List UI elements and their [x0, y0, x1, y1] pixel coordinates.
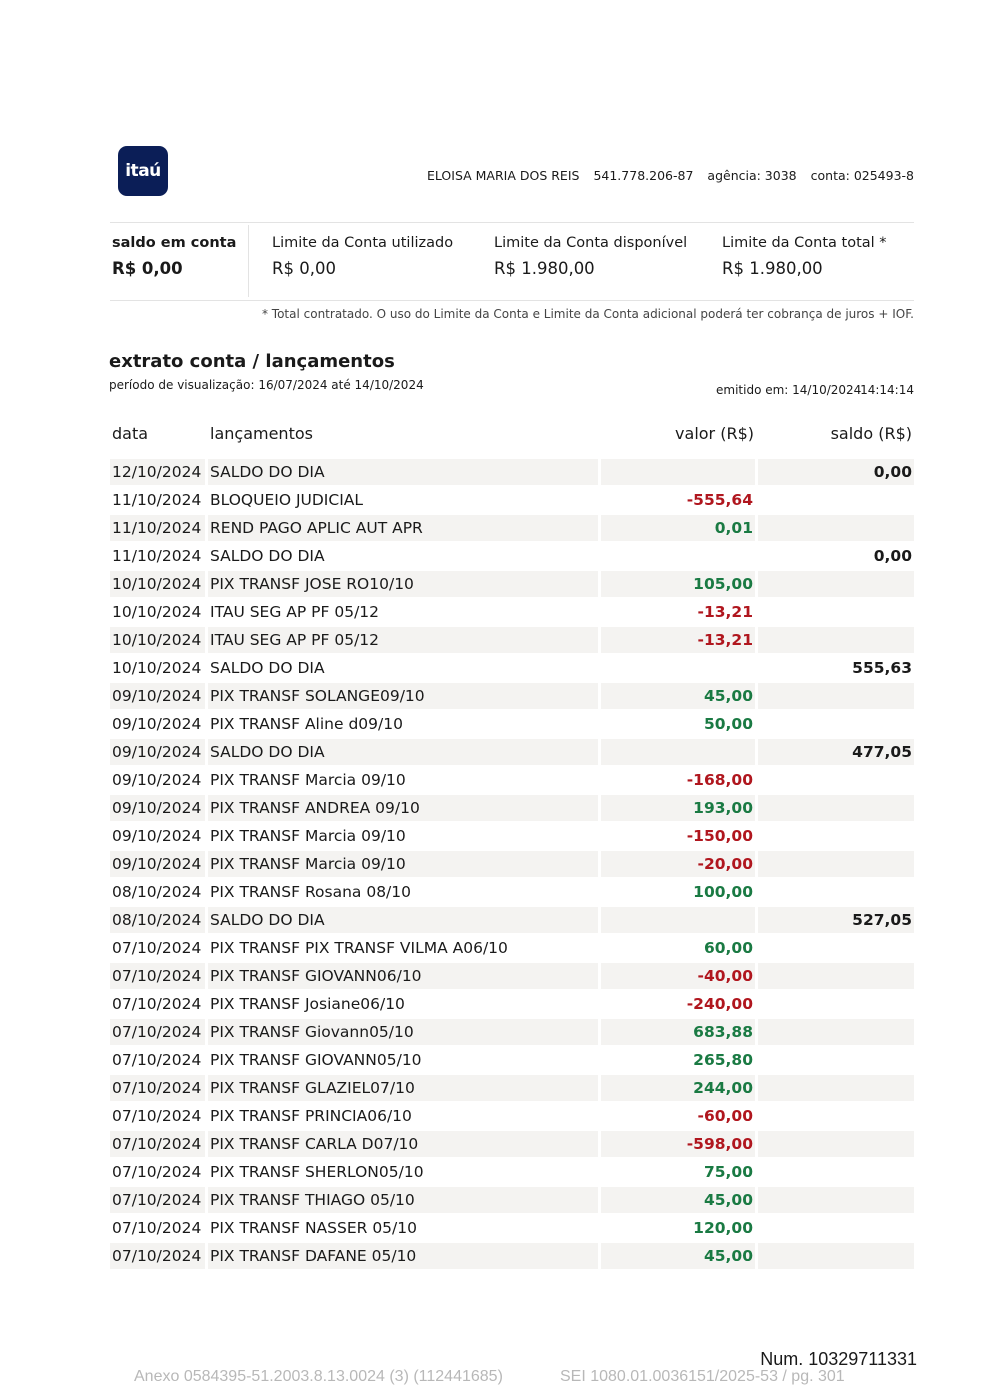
row-description: SALDO DO DIA	[210, 659, 325, 677]
row-description: PIX TRANSF CARLA D07/10	[208, 1131, 598, 1157]
limite-total-block	[722, 235, 887, 278]
row-value	[601, 907, 755, 933]
row-balance: 0,00	[873, 547, 912, 565]
row-value: 683,88	[601, 1019, 755, 1045]
row-balance	[758, 1103, 914, 1129]
header-lancamentos: lançamentos	[210, 424, 313, 443]
row-description: PIX TRANSF Josiane06/10	[210, 995, 405, 1013]
row-balance	[758, 599, 914, 625]
row-date: 07/10/2024	[112, 1107, 202, 1125]
row-description: PIX TRANSF GLAZIEL07/10	[208, 1075, 598, 1101]
row-date: 07/10/2024	[112, 939, 202, 957]
table-row	[110, 683, 914, 711]
table-row	[110, 487, 914, 515]
row-description: PIX TRANSF SOLANGE09/10	[208, 683, 598, 709]
table-row	[110, 1243, 914, 1271]
table-row	[110, 1047, 914, 1075]
row-description: PIX TRANSF Aline d09/10	[210, 715, 403, 733]
row-value: -168,00	[686, 771, 753, 789]
itau-logo: itaú	[118, 146, 168, 196]
table-row	[110, 1215, 914, 1243]
account-cpf: 541.778.206-87	[593, 168, 694, 183]
row-value: 75,00	[703, 1163, 753, 1181]
row-value: 193,00	[601, 795, 755, 821]
row-balance	[758, 1215, 914, 1241]
row-value: -598,00	[601, 1131, 755, 1157]
row-balance	[758, 683, 914, 709]
row-description: PIX TRANSF Rosana 08/10	[210, 883, 412, 901]
row-balance	[758, 1047, 914, 1073]
row-date: 09/10/2024	[112, 827, 202, 845]
table-row	[110, 599, 914, 627]
row-date: 07/10/2024	[112, 1163, 202, 1181]
document-number: Num. 10329711331	[760, 1349, 917, 1369]
row-date: 09/10/2024	[112, 715, 202, 733]
row-balance	[758, 767, 914, 793]
row-description: PIX TRANSF ANDREA 09/10	[208, 795, 598, 821]
transactions-table	[110, 459, 914, 1271]
row-value: -13,21	[601, 627, 755, 653]
row-value: -240,00	[686, 995, 753, 1013]
row-balance	[758, 1243, 914, 1269]
row-date: 08/10/2024	[110, 907, 205, 933]
table-row	[110, 739, 914, 767]
row-value: -555,64	[686, 491, 753, 509]
table-row	[110, 1159, 914, 1187]
row-balance	[758, 963, 914, 989]
limite-utilizado-block	[272, 235, 453, 278]
row-date: 07/10/2024	[110, 1019, 205, 1045]
period-text: período de visualização: 16/07/2024 até 14/10/2024	[109, 378, 424, 392]
row-description: PIX TRANSF PRINCIA06/10	[210, 1107, 412, 1125]
row-date: 10/10/2024	[110, 627, 205, 653]
row-balance	[758, 795, 914, 821]
row-balance	[758, 1075, 914, 1101]
row-value: 60,00	[703, 939, 753, 957]
row-date: 07/10/2024	[112, 1219, 202, 1237]
row-value: 45,00	[601, 1187, 755, 1213]
saldo-block	[112, 235, 236, 278]
row-date: 09/10/2024	[110, 851, 205, 877]
row-description: SALDO DO DIA	[210, 547, 325, 565]
row-value	[601, 655, 755, 681]
limite-total-label: Limite da Conta total *	[722, 235, 887, 251]
row-description: PIX TRANSF Marcia 09/10	[208, 851, 598, 877]
table-row	[110, 1075, 914, 1103]
row-value: -13,21	[697, 603, 753, 621]
row-description: PIX TRANSF DAFANE 05/10	[208, 1243, 598, 1269]
row-balance: 0,00	[758, 459, 914, 485]
table-row	[110, 571, 914, 599]
row-description: PIX TRANSF GIOVANN06/10	[208, 963, 598, 989]
row-description: SALDO DO DIA	[208, 739, 598, 765]
row-balance	[758, 823, 914, 849]
saldo-value: R$ 0,00	[112, 259, 183, 278]
row-date: 07/10/2024	[110, 1187, 205, 1213]
annex-watermark: Anexo 0584395-51.2003.8.13.0024 (3) (112441685)	[134, 1368, 503, 1385]
table-row	[110, 459, 914, 487]
table-row	[110, 879, 914, 907]
row-description: REND PAGO APLIC AUT APR	[208, 515, 598, 541]
account-header	[427, 168, 914, 183]
issued-time: 14:14:14	[860, 383, 914, 397]
statement-title: extrato conta / lançamentos	[109, 351, 395, 372]
row-balance	[758, 571, 914, 597]
header-data: data	[112, 424, 149, 443]
row-value: 45,00	[601, 1243, 755, 1269]
row-value: -150,00	[686, 827, 753, 845]
table-row	[110, 823, 914, 851]
row-date: 07/10/2024	[112, 995, 202, 1013]
table-row	[110, 627, 914, 655]
row-value: 45,00	[601, 683, 755, 709]
row-balance: 555,63	[852, 659, 912, 677]
account-agencia: agência: 3038	[707, 168, 797, 183]
row-date: 07/10/2024	[110, 1243, 205, 1269]
row-value: -60,00	[697, 1107, 753, 1125]
limite-utilizado-label: Limite da Conta utilizado	[272, 235, 454, 251]
row-value: 265,80	[693, 1051, 753, 1069]
row-value: -20,00	[601, 851, 755, 877]
row-balance	[758, 487, 914, 513]
row-balance	[758, 515, 914, 541]
header-saldo: saldo (R$)	[830, 424, 912, 443]
table-row	[110, 515, 914, 543]
row-value: 50,00	[703, 715, 753, 733]
row-date: 07/10/2024	[110, 1075, 205, 1101]
row-date: 10/10/2024	[112, 603, 202, 621]
table-row	[110, 991, 914, 1019]
limite-disponivel-block	[494, 235, 687, 278]
header-valor: valor (R$)	[675, 424, 754, 443]
table-row	[110, 851, 914, 879]
limite-disponivel-value: R$ 1.980,00	[494, 259, 595, 278]
row-description: PIX TRANSF Marcia 09/10	[210, 771, 406, 789]
row-balance	[758, 627, 914, 653]
row-value: -40,00	[601, 963, 755, 989]
row-date: 12/10/2024	[110, 459, 205, 485]
row-value: 105,00	[601, 571, 755, 597]
row-description: PIX TRANSF Giovann05/10	[208, 1019, 598, 1045]
row-value	[601, 543, 755, 569]
row-date: 11/10/2024	[110, 515, 205, 541]
table-row	[110, 907, 914, 935]
row-balance	[758, 991, 914, 1017]
row-description: PIX TRANSF NASSER 05/10	[210, 1219, 417, 1237]
row-value	[601, 739, 755, 765]
row-date: 09/10/2024	[112, 771, 202, 789]
row-date: 10/10/2024	[112, 659, 202, 677]
row-date: 07/10/2024	[112, 1051, 202, 1069]
saldo-label: saldo em conta	[112, 235, 237, 251]
summary-divider	[248, 225, 249, 297]
table-row	[110, 711, 914, 739]
limite-utilizado-value: R$ 0,00	[272, 259, 336, 278]
row-balance: 527,05	[758, 907, 914, 933]
row-description: PIX TRANSF JOSE RO10/10	[208, 571, 598, 597]
row-balance	[758, 851, 914, 877]
table-row	[110, 1187, 914, 1215]
table-row	[110, 1131, 914, 1159]
table-row	[110, 655, 914, 683]
row-description: BLOQUEIO JUDICIAL	[210, 491, 364, 509]
table-row	[110, 935, 914, 963]
row-date: 07/10/2024	[110, 1131, 205, 1157]
table-row	[110, 1103, 914, 1131]
row-value: 120,00	[693, 1219, 753, 1237]
row-date: 11/10/2024	[112, 547, 202, 565]
table-row	[110, 767, 914, 795]
row-date: 08/10/2024	[112, 883, 202, 901]
row-value: 100,00	[693, 883, 753, 901]
row-date: 07/10/2024	[110, 963, 205, 989]
row-description: ITAU SEG AP PF 05/12	[208, 627, 598, 653]
row-balance	[758, 1187, 914, 1213]
sei-watermark: SEI 1080.01.0036151/2025-53 / pg. 301	[560, 1368, 845, 1385]
row-date: 09/10/2024	[110, 683, 205, 709]
balance-summary	[110, 235, 914, 293]
row-balance	[758, 879, 914, 905]
row-date: 10/10/2024	[110, 571, 205, 597]
row-date: 09/10/2024	[110, 795, 205, 821]
row-balance	[758, 1131, 914, 1157]
row-balance	[758, 711, 914, 737]
row-description: SALDO DO DIA	[208, 907, 598, 933]
row-value: 0,01	[601, 515, 755, 541]
row-date: 09/10/2024	[110, 739, 205, 765]
table-row	[110, 963, 914, 991]
limite-disponivel-label: Limite da Conta disponível	[494, 235, 688, 251]
row-balance: 477,05	[758, 739, 914, 765]
row-value: 244,00	[601, 1075, 755, 1101]
table-row	[110, 795, 914, 823]
divider	[110, 300, 914, 301]
row-description: PIX TRANSF PIX TRANSF VILMA A06/10	[210, 939, 508, 957]
row-description: PIX TRANSF SHERLON05/10	[210, 1163, 424, 1181]
row-balance	[758, 935, 914, 961]
table-row	[110, 1019, 914, 1047]
limite-total-value: R$ 1.980,00	[722, 259, 823, 278]
row-description: PIX TRANSF THIAGO 05/10	[208, 1187, 598, 1213]
divider	[110, 222, 914, 223]
row-value	[601, 459, 755, 485]
row-description: PIX TRANSF Marcia 09/10	[210, 827, 406, 845]
row-description: SALDO DO DIA	[208, 459, 598, 485]
row-description: PIX TRANSF GIOVANN05/10	[210, 1051, 422, 1069]
row-description: ITAU SEG AP PF 05/12	[210, 603, 380, 621]
account-holder-name: ELOISA MARIA DOS REIS	[427, 168, 580, 183]
row-date: 11/10/2024	[112, 491, 202, 509]
row-balance	[758, 1019, 914, 1045]
row-balance	[758, 1159, 914, 1185]
table-row	[110, 543, 914, 571]
account-conta: conta: 025493-8	[810, 168, 914, 183]
issued-date: emitido em: 14/10/2024	[716, 383, 862, 397]
footnote: * Total contratado. O uso do Limite da Conta e Limite da Conta adicional poderá ter cobrança de juros + IOF.	[261, 307, 914, 321]
